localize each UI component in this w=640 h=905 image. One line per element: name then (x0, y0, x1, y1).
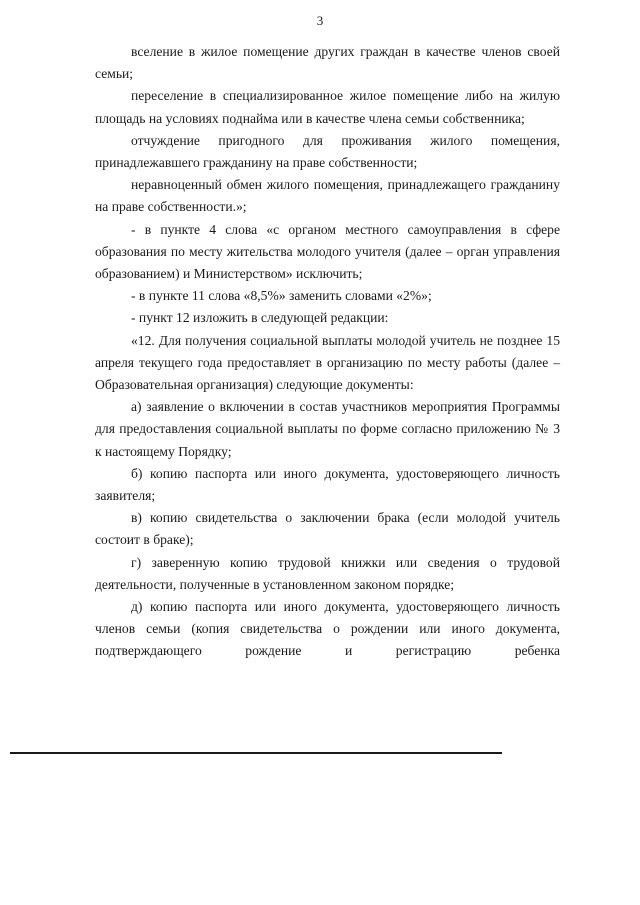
paragraph: отчуждение пригодного для проживания жилого помещения, принадлежавшего гражданину на праве собственности; (95, 132, 560, 171)
paragraph: г) заверенную копию трудовой книжки или сведения о трудовой деятельности, полученные в установленном законом порядке; (95, 554, 560, 592)
paragraph: в) копию свидетельства о заключении брака (если молодой учитель состоит в браке); (95, 510, 560, 548)
paragraph: - в пункте 4 слова «с органом местного самоуправления в сфере образования по месту жительства молодого учителя (далее – орган управления образованием) и Министерством» исключить; (95, 221, 560, 282)
paragraph: - пункт 12 изложить в следующей редакции: (131, 310, 389, 326)
paragraph: б) копию паспорта или иного документа, удостоверяющего личность заявителя; (95, 465, 560, 504)
footer-divider-line (10, 752, 502, 754)
page-number: 3 (316, 13, 324, 28)
paragraph: - в пункте 11 слова «8,5%» заменить словами «2%»; (131, 288, 432, 304)
paragraph: переселение в специализированное жилое помещение либо на жилую площадь на условиях поднайма или в качестве члена семьи собственника; (95, 88, 560, 126)
paragraph: неравноценный обмен жилого помещения, принадлежащего гражданину на праве собственности.»; (95, 177, 560, 215)
paragraph: вселение в жилое помещение других граждан в качестве членов своей семьи; (95, 44, 560, 82)
paragraph: «12. Для получения социальной выплаты молодой учитель не позднее 15 апреля текущего года предоставляет в организацию по месту работы (далее – Образовательная организация) следующие документы: (95, 332, 560, 393)
paragraph: а) заявление о включении в состав участников мероприятия Программы для предоставления социальной выплаты по форме согласно приложению № 3 к настоящему Порядку; (95, 399, 560, 459)
paragraph: д) копию паспорта или иного документа, удостоверяющего личность членов семьи (копия свидетельства о рождении или иного документа, подтверждающего рождение и регистрацию ребенка (95, 599, 560, 659)
document-body (95, 41, 560, 663)
